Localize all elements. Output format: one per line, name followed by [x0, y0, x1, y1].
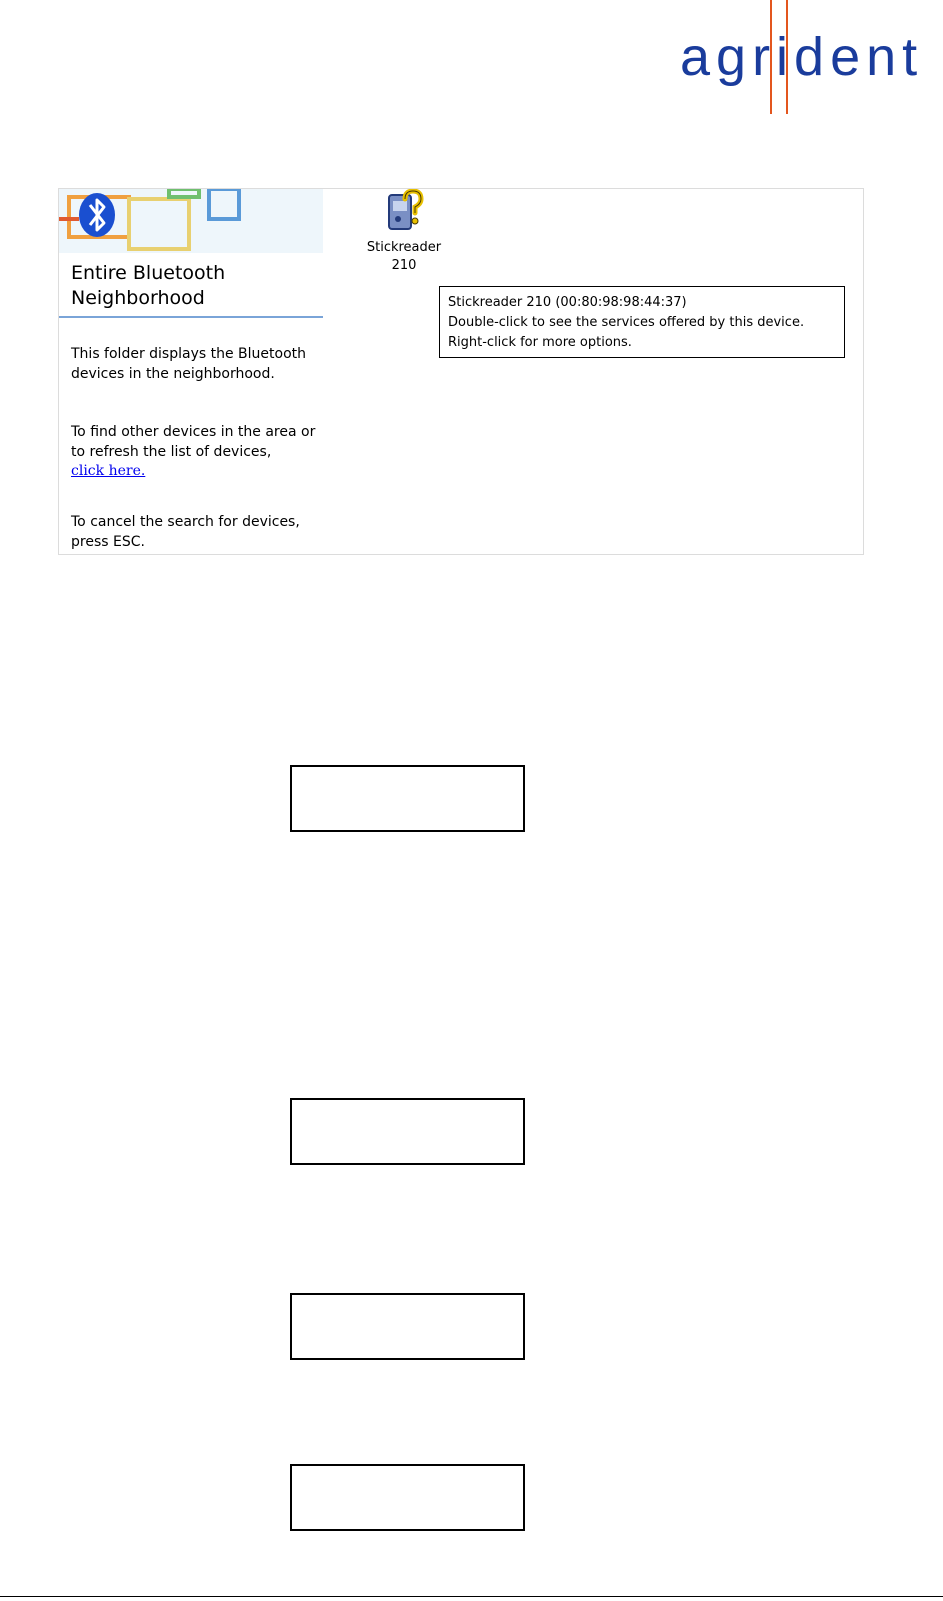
task-panel — [59, 189, 323, 554]
panel-divider — [59, 316, 323, 318]
logo-text: agrident — [680, 27, 924, 87]
tooltip-double-click-hint: Double-click to see the services offered by this device. — [448, 315, 805, 330]
empty-box — [290, 1098, 525, 1165]
tooltip-right-click-hint: Right-click for more options. — [448, 335, 632, 350]
bluetooth-window — [58, 188, 864, 555]
unknown-device-icon — [385, 189, 425, 231]
empty-box — [290, 1464, 525, 1531]
folder-description: This folder displays the Bluetooth devices in the neighborhood. — [71, 346, 306, 382]
tooltip-device-address: Stickreader 210 (00:80:98:98:44:37) — [448, 295, 687, 310]
device-tooltip — [439, 286, 845, 358]
cancel-search-text: To cancel the search for devices, press ESC. — [71, 514, 300, 550]
agrident-logo — [680, 0, 943, 118]
device-label: Stickreader 210 — [366, 240, 442, 273]
bluetooth-banner-art — [59, 189, 323, 253]
empty-box — [290, 765, 525, 832]
refresh-devices-link[interactable]: click here. — [71, 463, 146, 479]
footer-rule — [0, 1596, 943, 1597]
device-stickreader-210[interactable] — [359, 189, 449, 279]
empty-box — [290, 1293, 525, 1360]
bluetooth-icon — [79, 193, 115, 237]
find-devices-text: To find other devices in the area or to refresh the list of devices, — [71, 424, 316, 460]
panel-heading: Entire Bluetooth Neighborhood — [71, 262, 226, 309]
